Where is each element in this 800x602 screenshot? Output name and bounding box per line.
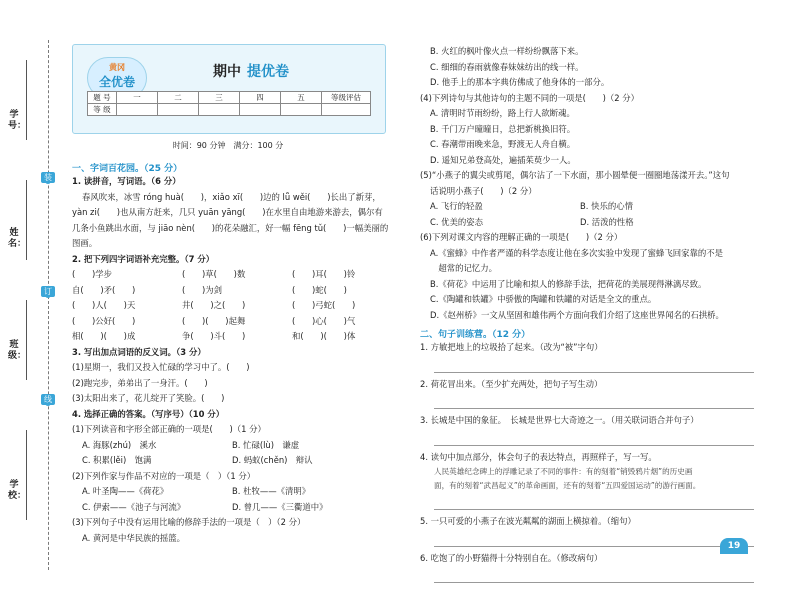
left-column — [72, 44, 397, 546]
binding-margin — [0, 0, 60, 602]
question-1 — [72, 174, 397, 252]
q2-title: 2. 把下列四字词语补充完整。（7 分） — [72, 253, 215, 264]
answer-line[interactable] — [434, 435, 754, 446]
option[interactable]: D.《赵州桥》一文从坚固和雄伟两个方面向我们介绍了这座世界闻名的石拱桥。 — [430, 309, 724, 320]
idiom-blank[interactable]: ( )学步 — [72, 269, 113, 279]
title-text: 期中 — [213, 64, 241, 80]
q4-continued — [420, 44, 775, 323]
option[interactable]: C. 细细的春雨就像春妹妹纺出的线一样。 — [430, 61, 584, 72]
grade-cell[interactable] — [117, 104, 158, 116]
q2-row — [72, 267, 397, 283]
question-2 — [72, 252, 397, 345]
q2-row — [72, 283, 397, 299]
grade-cell[interactable] — [158, 104, 199, 116]
q4-options — [72, 484, 397, 500]
q4-options — [72, 500, 397, 516]
option[interactable]: C. 优美的姿态 — [430, 216, 484, 227]
question-3 — [72, 345, 397, 407]
option: 超常的记忆力。 — [430, 263, 497, 273]
idiom-blank[interactable]: 和( )( )体 — [292, 331, 356, 341]
idiom-blank[interactable]: 相( )( )成 — [72, 331, 136, 341]
q4-sub: (4)下列诗句与其他诗句的主题不同的一项是( )（2 分） — [420, 92, 640, 103]
q4-options — [72, 438, 397, 454]
grade-head: 题 号 — [88, 92, 117, 104]
option[interactable]: B. 火红的枫叶像火点一样纷纷飘落下来。 — [430, 46, 584, 56]
s4-quote: 人民英雄纪念碑上的浮雕记录了不同的事件：有的刻着“销毁鸦片烟”的历史画 — [434, 467, 693, 476]
option[interactable]: C.《陶罐和铁罐》中骄傲的陶罐和铁罐的对话是全文的重点。 — [430, 294, 657, 304]
option[interactable]: A. 海豚(zhú) 溪水 — [82, 439, 157, 450]
section-2-title: 二、句子训练营。（12 分） — [420, 330, 531, 340]
idiom-blank[interactable]: ( )草( )数 — [182, 269, 246, 279]
page-number: 19 — [720, 538, 748, 554]
badge-top: 黄冈 — [109, 63, 125, 72]
q1-title: 1. 读拼音，写词语。（6 分） — [72, 176, 181, 186]
q1-line: 图画。 — [72, 238, 98, 248]
s1-text: 1. 方敏把地上的垃圾拾了起来。（改为“被”字句） — [420, 342, 603, 352]
option[interactable]: B. 千门万户曈曈日，总把新桃换旧符。 — [430, 123, 576, 134]
q4-title: 4. 选择正确的答案。（写序号）（10 分） — [72, 408, 225, 419]
grade-table — [87, 91, 371, 116]
q3-item: (1)星期一，我们又投入忙碌的学习中了。( ) — [72, 362, 250, 372]
answer-line[interactable] — [434, 536, 754, 547]
binding-dash-line — [48, 40, 49, 570]
school-line — [26, 430, 27, 520]
s5-text: 5. 一只可爱的小燕子在波光粼粼的湖面上横掠着。（缩句） — [420, 516, 636, 526]
option[interactable]: B. 杜牧——《清明》 — [232, 486, 311, 496]
school-label: 学校： — [8, 480, 27, 501]
answer-line[interactable] — [434, 572, 754, 583]
s4-text: 4. 读句中加点部分，体会句子的表达特点，再照样子，写一写。 — [420, 451, 657, 462]
class-label: 班级： — [8, 340, 27, 361]
option[interactable]: B.《荷花》中运用了比喻和拟人的修辞手法，把荷花的美展现得淋漓尽致。 — [430, 278, 707, 289]
q4-sub: (6)下列对课文内容的理解正确的一项是( )（2 分） — [420, 232, 623, 242]
grade-cell[interactable] — [322, 104, 371, 116]
id-label: 学号： — [8, 110, 27, 131]
exam-title — [213, 61, 289, 81]
idiom-blank[interactable]: ( )( )起舞 — [182, 315, 246, 326]
grade-head: 二 — [158, 92, 199, 104]
badge-main: 全优卷 — [98, 75, 135, 89]
q4-sub: (1)下列读音和字形全部正确的一项是( )（1 分） — [72, 424, 266, 434]
idiom-blank[interactable]: ( )心( )气 — [292, 315, 356, 326]
s3-text: 3. 长城是中国的象征。 长城是世界七大奇迹之一。（用关联词语合并句子） — [420, 415, 699, 425]
title-highlight: 提优卷 — [247, 64, 289, 80]
idiom-blank[interactable]: 自( )矛( ) — [72, 284, 136, 295]
q3-item: (2)跑完步，弟弟出了一身汗。( ) — [72, 377, 208, 388]
option[interactable]: A. 清明时节雨纷纷，路上行人欲断魂。 — [430, 108, 575, 118]
option[interactable]: D. 曾几——《三衢道中》 — [232, 501, 328, 512]
s4-quote: 面，有的刻着“武昌起义”的革命画面，还有的刻着“五四爱国运动”的游行画面。 — [434, 481, 701, 490]
section-1-title: 一、字词百花园。（25 分） — [72, 164, 183, 174]
idiom-blank[interactable]: ( )弓蛇( ) — [292, 300, 356, 310]
grade-head: 等级评估 — [322, 92, 371, 104]
q3-title: 3. 写出加点词语的反义词。（3 分） — [72, 346, 206, 357]
grade-head: 五 — [281, 92, 322, 104]
seal-char: 线 — [41, 394, 55, 405]
grade-head: 四 — [240, 92, 281, 104]
option[interactable]: C. 积累(lěi) 饱满 — [82, 455, 152, 465]
q4-sub: 话说明小燕子( )（2 分） — [430, 185, 537, 196]
q3-item: (3)太阳出来了，花儿绽开了笑脸。( ) — [72, 393, 225, 403]
option[interactable]: D. 蚂蚁(chěn) 辩认 — [232, 455, 313, 465]
time-score: 时间：90 分钟 满分：100 分 — [172, 141, 284, 150]
option[interactable]: D. 他手上的那本字典仿佛成了他身体的一部分。 — [430, 77, 610, 87]
option[interactable]: B. 忙碌(lù) 谦虚 — [232, 439, 300, 450]
idiom-blank[interactable]: 争( )斗( ) — [182, 331, 246, 341]
right-column — [420, 44, 775, 587]
idiom-blank[interactable]: ( )蛇( ) — [292, 284, 347, 295]
idiom-blank[interactable]: 井( )之( ) — [182, 300, 246, 310]
idiom-blank[interactable]: ( )耳( )铃 — [292, 269, 356, 279]
q4-options — [420, 215, 775, 231]
question-4 — [72, 407, 397, 547]
q1-line: 春风吹来，冰雪 róng huà( )，xiǎo xī( )边的 lǚ wěi( )长出了新芽， — [82, 191, 381, 202]
option[interactable]: A. 飞行的轻盈 — [430, 201, 483, 211]
exam-banner — [72, 44, 386, 134]
option[interactable]: D. 遥知兄弟登高处，遍插茱萸少一人。 — [430, 154, 576, 165]
grade-head: 三 — [199, 92, 240, 104]
idiom-blank[interactable]: ( )公好( ) — [72, 315, 136, 326]
q4-sub: (5)“小燕子的翼尖或剪尾，偶尔沾了一下水面，那小圆晕便一圈圈地荡漾开去。”这句 — [420, 170, 730, 180]
seal-char: 订 — [41, 286, 55, 297]
grade-cell[interactable] — [281, 104, 322, 116]
answer-line[interactable] — [434, 499, 754, 510]
grade-row-label: 等 级 — [88, 104, 117, 116]
name-line — [26, 180, 27, 260]
s2-text: 2. 荷花冒出来。（至少扩充两处，把句子写生动） — [420, 378, 603, 389]
option[interactable]: B. 快乐的心情 — [580, 201, 633, 211]
id-line — [26, 60, 27, 140]
option[interactable]: C. 春潮带雨晚来急，野渡无人舟自横。 — [430, 139, 576, 149]
q1-line: yàn zi( )也从南方赶来，几只 yuān yāng( )在水里自由地游来游去，偶尔有 — [72, 207, 383, 217]
grade-head: 一 — [117, 92, 158, 104]
option[interactable]: A. 叶圣陶——《荷花》 — [82, 486, 169, 496]
answer-line[interactable] — [434, 362, 754, 373]
q2-row — [72, 314, 397, 330]
q2-row — [72, 329, 397, 345]
idiom-blank[interactable]: ( )为剑 — [182, 284, 223, 295]
q4-sub: (2)下列作家与作品不对应的一项是（ ）（1 分） — [72, 470, 256, 481]
q4-options — [72, 453, 397, 469]
q2-row — [72, 298, 397, 314]
grade-cell[interactable] — [199, 104, 240, 116]
grade-cell[interactable] — [240, 104, 281, 116]
option[interactable]: A.《蜜蜂》中作者严谨的科学态度让他在多次实验中发现了蜜蜂飞回家靠的不是 — [430, 247, 723, 258]
s6-text: 6. 吃饱了的小野猫得十分特别自在。（修改病句） — [420, 552, 603, 563]
class-line — [26, 300, 27, 380]
q4-sub: (3)下列句子中没有运用比喻的修辞手法的一项是（ ）（2 分） — [72, 517, 306, 527]
idiom-blank[interactable]: ( )人( )天 — [72, 300, 136, 310]
seal-char: 装 — [41, 172, 55, 183]
answer-line[interactable] — [434, 398, 754, 409]
option[interactable]: A. 黄河是中华民族的摇篮。 — [82, 532, 186, 543]
option[interactable]: C. 伊索——《池子与河流》 — [82, 501, 186, 512]
q1-line: 几条小鱼跳出水面，与 jiāo nèn( )的花朵融汇，好一幅 fēng tǔ( )一幅美丽的 — [72, 222, 389, 233]
q4-options — [420, 199, 775, 215]
option[interactable]: D. 活泼的性格 — [580, 216, 634, 227]
name-label: 姓名： — [8, 228, 27, 249]
